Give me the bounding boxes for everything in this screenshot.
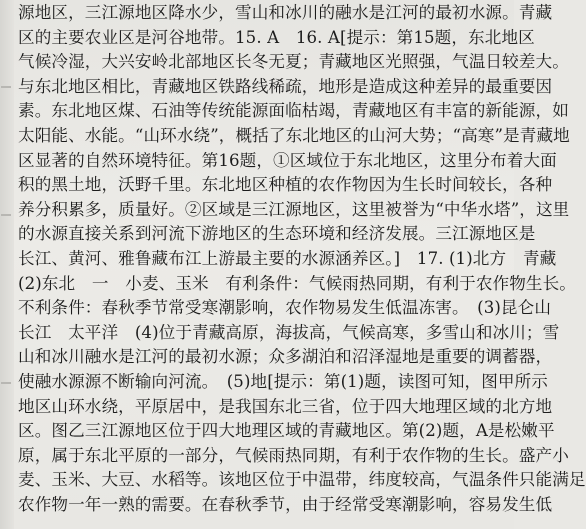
text-line: 养分积累多，质量好。②区域是三江源地区，这里被誉为“中华水塔”，这里 xyxy=(18,199,570,219)
text-line: 农作物一年一熟的需要。在春秋季节，由于经常受寒潮影响，容易发生低 xyxy=(18,494,553,514)
answer-text-block xyxy=(18,1,586,517)
text-line: 与东北地区相比，青藏地区铁路线稀疏，地形是造成这种差异的最重要因 xyxy=(18,76,553,96)
margin-mark xyxy=(1,382,11,384)
text-line: 素。东北地区煤、石油等传统能源面临枯竭，青藏地区有丰富的新能源，如 xyxy=(18,101,569,121)
text-line: 积的黑土地，沃野千里。东北地区种植的农作物因为生长时间较长，各种 xyxy=(18,175,553,195)
text-line: 使融水源源不断输向河流。 (5)地[提示：第(1)题，读图可知，图甲所示 xyxy=(18,371,549,391)
text-line: 地区山环水绕，平原居中，是我国东北三省，位于四大地理区域的北方地 xyxy=(18,396,553,416)
text-line: 区的主要农业区是河谷地带。15. A 16. A[提示：第15题，东北地区 xyxy=(18,27,535,47)
text-line: 麦、玉米、大豆、水稻等。该地区位于中温带，纬度较高，气温条件只能满足 xyxy=(18,470,586,490)
text-line: 的水源直接关系到河流下游地区的生态环境和经济发展。三江源地区是 xyxy=(18,224,536,244)
margin-mark xyxy=(1,214,11,216)
text-line: 源地区，三江源地区降水少，雪山和冰川的融水是江河的最初水源。青藏 xyxy=(18,3,553,22)
margin-mark xyxy=(1,86,11,88)
text-line: 原，属于东北平原的一部分，气候雨热同期，有利于农作物的生长。盛产小 xyxy=(18,445,569,465)
text-line: 区。图乙三江源地区位于四大地理区域的青藏地区。第(2)题，A是松嫩平 xyxy=(18,421,555,441)
text-line: 长江 太平洋 (4)位于青藏高原，海拔高，气候高寒，多雪山和冰川；雪 xyxy=(18,322,560,342)
text-line: 山和冰川融水是江河的最初水源；众多湖泊和沼泽湿地是重要的调蓄器， xyxy=(18,347,553,367)
text-line: 不利条件：春秋季节常受寒潮影响，农作物易发生低温冻害。 (3)昆仑山 xyxy=(18,298,552,318)
binding-edge xyxy=(0,0,14,529)
text-line: (2)东北 一 小麦、玉米 有利条件：气候雨热同期，有利于农作物生长。 xyxy=(18,273,577,293)
text-line: 长江、黄河、雅鲁藏布江上游最主要的水源涵养区。] 17. (1)北方 青藏 xyxy=(18,248,557,268)
text-line: 气候冷湿，大兴安岭北部地区长冬无夏；青藏地区光照强，气温日较差大。 xyxy=(18,52,569,72)
text-line: 太阳能、水能。“山环水绕”，概括了东北地区的山河大势；“高寒”是青藏地 xyxy=(18,125,570,145)
text-line: 区显著的自然环境特征。第16题，①区域位于东北地区，这里分布着大面 xyxy=(18,150,557,170)
